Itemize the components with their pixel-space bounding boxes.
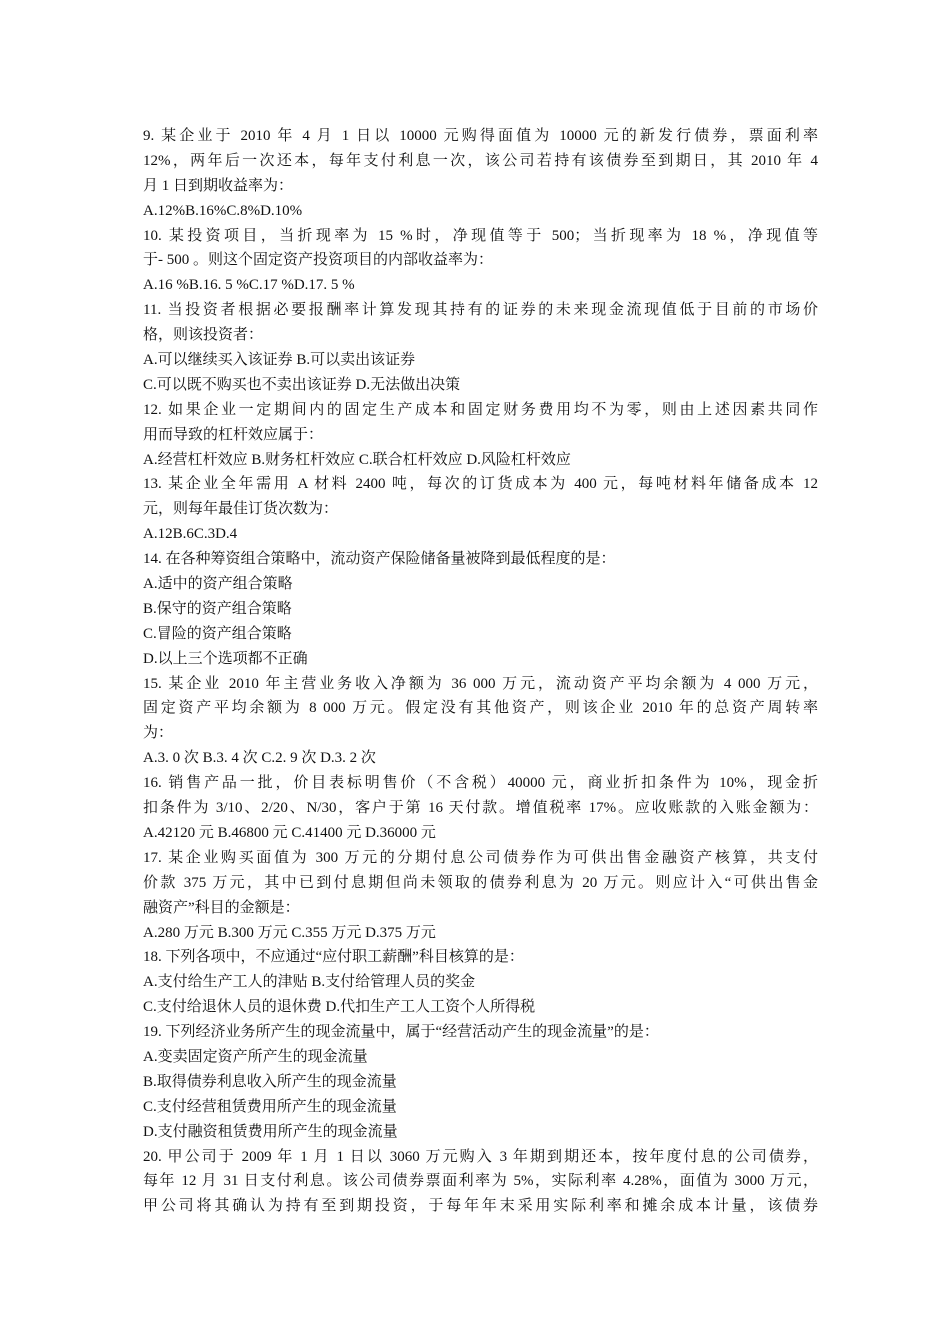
text-line: A.12%B.16%C.8%D.10% [143,202,303,219]
text-line: 于- 500 。则这个固定资产投资项目的内部收益率为： [143,252,493,269]
text-line: 17. 某企业购买面值为 300 万元的分期付息公司债券作为可供出售金融资产核算，共支付 [143,849,818,866]
text-line: B.取得债券利息收入所产生的现金流量 [143,1073,397,1090]
text-line: 甲公司将其确认为持有至到期投资，于每年年末采用实际利率和摊余成本计量，该债券 [143,1198,818,1215]
text-line: 18. 下列各项中，不应通过“应付职工薪酬”科目核算的是： [143,949,524,966]
text-line: B.保守的资产组合策略 [143,600,292,617]
text-line: A.支付给生产工人的津贴 B.支付给管理人员的奖金 [143,974,476,991]
text-line: D.以上三个选项都不正确 [143,650,308,667]
text-line: 用而导致的杠杆效应属于： [143,426,324,443]
text-line: 9. 某企业于 2010 年 4 月 1 日以 10000 元购得面值为 10000 元的新发行债券，票面利率 [143,128,818,144]
text-line: 12. 如果企业一定期间内的固定生产成本和固定财务费用均不为零，则由上述因素共同作 [143,401,818,418]
text-line: A.经营杠杆效应 B.财务杠杆效应 C.联合杠杆效应 D.风险杠杆效应 [143,451,571,468]
text-line: A.可以继续买入该证券 B.可以卖出该证券 [143,352,416,369]
text-line: 格，则该投资者： [143,327,264,344]
text-line: A.适中的资产组合策略 [143,576,293,593]
text-line: 每年 12 月 31 日支付利息。该公司债券票面利率为 5%，实际利率 4.28%，面值为 3000 万元， [143,1173,818,1190]
text-line: 19. 下列经济业务所产生的现金流量中，属于“经营活动产生的现金流量”的是： [143,1024,659,1041]
text-line: C.可以既不购买也不卖出该证券 D.无法做出决策 [143,376,461,393]
text-line: 13. 某企业全年需用 A 材料 2400 吨，每次的订货成本为 400 元，每吨材料年储备成本 12 [143,476,818,493]
text-line: 12%，两年后一次还本，每年支付利息一次，该公司若持有该债券至到期日，其 2010 年 4 [143,152,818,169]
text-line: 14. 在各种筹资组合策略中，流动资产保险储备量被降到最低程度的是： [143,551,616,568]
text-line: 月 1 日到期收益率为： [143,177,294,194]
text-line: 元，则每年最佳订货次数为： [143,501,339,518]
text-line: C.冒险的资产组合策略 [143,625,292,642]
text-line: 为： [143,725,174,742]
text-line: 11. 当投资者根据必要报酬率计算发现其持有的证券的未来现金流现值低于目前的市场价 [143,302,818,319]
text-line: 固定资产平均余额为 8 000 万元。假定没有其他资产，则该企业 2010 年的总资产周转率 [143,700,818,717]
text-line: 20. 甲公司于 2009 年 1 月 1 日以 3060 万元购入 3 年期到期还本，按年度付息的公司债券， [143,1148,818,1165]
text-line: D.支付融资租赁费用所产生的现金流量 [143,1123,398,1140]
text-line: A.3. 0 次 B.3. 4 次 C.2. 9 次 D.3. 2 次 [143,750,376,767]
document-body [143,124,818,1219]
text-line: A.16 %B.16. 5 %C.17 %D.17. 5 % [143,277,355,294]
text-line: 扣条件为 3/10、2/20、N/30，客户于第 16 天付款。增值税率 17%。应收账款的入账金额为： [143,800,818,817]
text-line: 价款 375 万元，其中已到付息期但尚未领取的债券利息为 20 万元。则应计入“可供出售金 [143,874,818,891]
text-line: C.支付经营租赁费用所产生的现金流量 [143,1098,397,1115]
text-line: 10. 某投资项目，当折现率为 15 %时，净现值等于 500；当折现率为 18 %，净现值等 [143,227,818,244]
text-line: A.变卖固定资产所产生的现金流量 [143,1048,368,1065]
text-line: A.42120 元 B.46800 元 C.41400 元 D.36000 元 [143,824,436,841]
text-line: A.12B.6C.3D.4 [143,526,238,543]
text-line: 融资产”科目的金额是： [143,899,300,916]
text-line: C.支付给退休人员的退休费 D.代扣生产工人工资个人所得税 [143,999,536,1016]
text-line: 15. 某企业 2010 年主营业务收入净额为 36 000 万元，流动资产平均余额为 4 000 万元， [143,675,818,692]
text-line: A.280 万元 B.300 万元 C.355 万元 D.375 万元 [143,924,436,941]
text-line: 16. 销售产品一批，价目表标明售价（不含税）40000 元，商业折扣条件为 10%，现金折 [143,775,818,792]
